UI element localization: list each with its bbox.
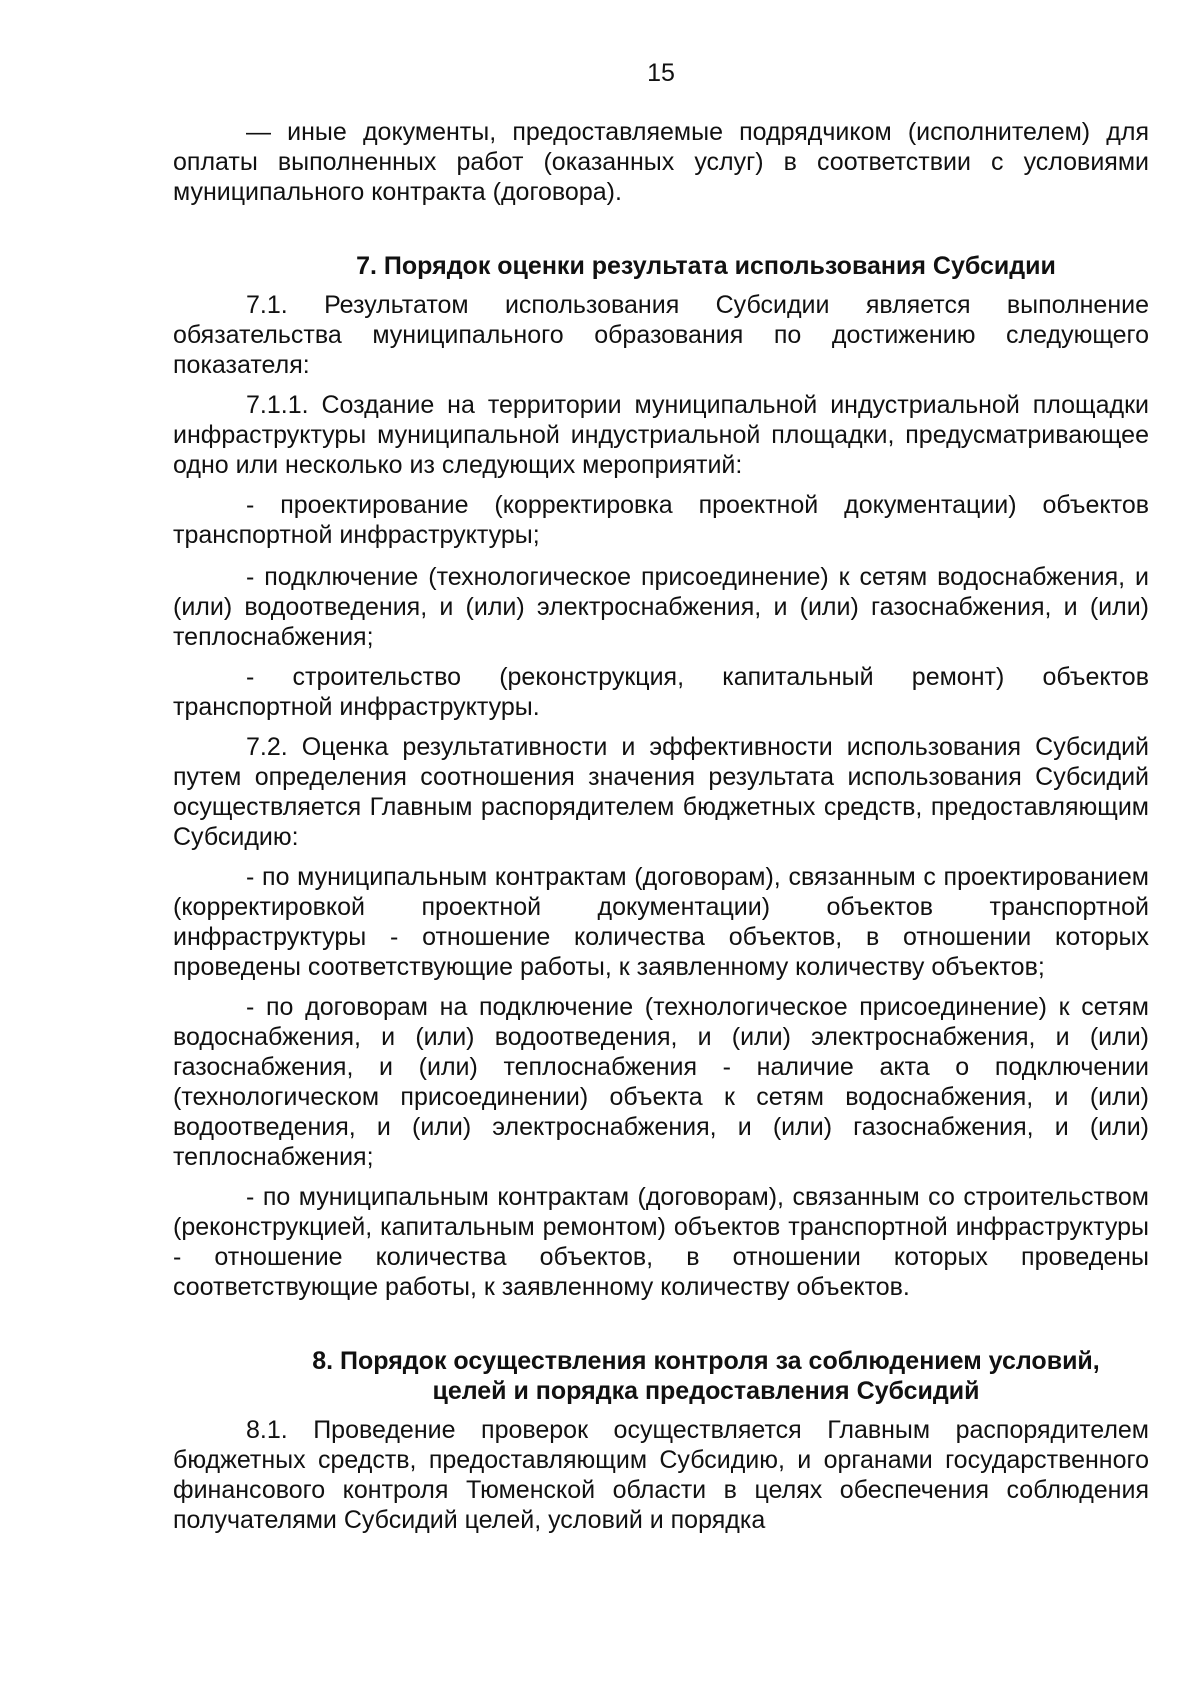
section-8-title-line-1: 8. Порядок осуществления контроля за соблюдением условий, — [312, 1347, 1100, 1375]
list-item-connection: - подключение (технологическое присоединение) к сетям водоснабжения, и (или) водоотведения, и (или) электроснабжения, и (или) газоснабжения, и (или) теплоснабжения; — [173, 563, 1149, 651]
paragraph-8-1: 8.1. Проведение проверок осуществляется Главным распорядителем бюджетных средств, предоставляющим Субсидию, и органами государственного финансового контроля Тюменской области в целях обеспечения соблюдения получателями Субсидий целей, условий и порядка — [173, 1416, 1149, 1534]
list-item-construction: - строительство (реконструкция, капитальный ремонт) объектов транспортной инфраструктуры. — [173, 663, 1149, 721]
paragraph-7-1: 7.1. Результатом использования Субсидии является выполнение обязательства муниципального образования по достижению следующего показателя: — [173, 291, 1149, 379]
section-8-title — [173, 1346, 1149, 1406]
evaluation-item-design: - по муниципальным контрактам (договорам), связанным с проектированием (корректировкой проектной документации) объектов транспортной инфраструктуры - отношение количества объектов, в отношении которых проведены соответствующие работы, к заявленному количеству объектов; — [173, 863, 1149, 981]
paragraph-7-2: 7.2. Оценка результативности и эффективности использования Субсидий путем определения соотношения значения результата использования Субсидий осуществляется Главным распорядителем бюджетных средств, предоставляющим Субсидию: — [173, 733, 1149, 851]
section-8-title-line-2: целей и порядка предоставления Субсидий — [432, 1377, 980, 1405]
document-body — [173, 117, 1149, 1535]
paragraph-other-documents: — иные документы, предоставляемые подрядчиком (исполнителем) для оплаты выполненных работ (оказанных услуг) в соответствии с условиями муниципального контракта (договора). — [173, 118, 1149, 206]
paragraph-7-1-1: 7.1.1. Создание на территории муниципальной индустриальной площадки инфраструктуры муниципальной индустриальной площадки, предусматривающее одно или несколько из следующих мероприятий: — [173, 391, 1149, 479]
list-item-design: - проектирование (корректировка проектной документации) объектов транспортной инфраструктуры; — [173, 491, 1149, 549]
evaluation-item-construction: - по муниципальным контрактам (договорам), связанным со строительством (реконструкцией, капитальным ремонтом) объектов транспортной инфраструктуры - отношение количества объектов, в отношении которых проведены соответствующие работы, к заявленному количеству объектов. — [173, 1183, 1149, 1301]
section-7-title: 7. Порядок оценки результата использования Субсидии — [356, 252, 1056, 280]
page-number: 15 — [647, 59, 675, 87]
evaluation-item-connection: - по договорам на подключение (технологическое присоединение) к сетям водоснабжения, и (или) водоотведения, и (или) электроснабжения, и (или) газоснабжения, и (или) теплоснабжения - наличие акта о подключении (технологическом присоединении) объекта к сетям водоснабжения, и (или) водоотведения, и (или) электроснабжения, и (или) газоснабжения, и (или) теплоснабжения; — [173, 993, 1149, 1171]
